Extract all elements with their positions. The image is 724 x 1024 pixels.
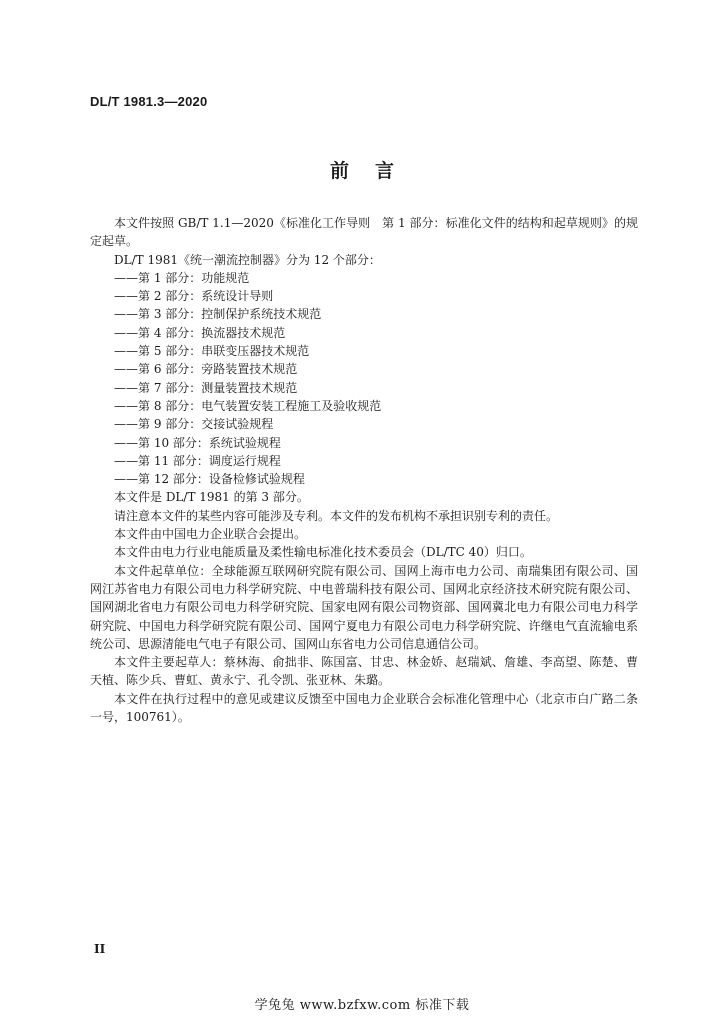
part-list-item: ——第 5 部分：串联变压器技术规范: [114, 344, 310, 359]
part-list-item: ——第 10 部分：系统试验规程: [114, 435, 281, 450]
footer-watermark: 学兔兔 www.bzfxw.com 标准下载: [254, 998, 470, 1013]
patent-notice-paragraph: 请注意本文件的某些内容可能涉及专利。本文件的发布机构不承担识别专利的责任。: [114, 508, 559, 523]
part-list-item: ——第 3 部分：控制保护系统技术规范: [114, 307, 322, 322]
drafting-units-paragraph: 本文件起草单位：全球能源互联网研究院有限公司、国网上海市电力公司、南瑞集团有限公司、国网江苏省电力有限公司电力科学研究院、中电普瑞科技有限公司、国网北京经济技术研究院有限公司、国网湖北省电力有限公司电力科学研究院、国家电网有限公司物资部、国网冀北电力有限公司电力科学研究院、中国电力科学研究院有限公司、国网宁夏电力有限公司电力科学研究院、许继电气直流输电系统公司、思源清能电气电子有限公司、国网山东省电力公司信息通信公司。: [90, 563, 638, 651]
part-list-item: ——第 12 部分：设备检修试验规程: [114, 472, 305, 487]
document-body: [90, 214, 638, 726]
part-list-item: ——第 11 部分：调度运行规程: [114, 453, 281, 468]
part-list-item: ——第 2 部分：系统设计导则: [114, 289, 274, 304]
part-list-item: ——第 7 部分：测量装置技术规范: [114, 380, 298, 395]
part-list-item: ——第 9 部分：交接试验规程: [114, 417, 274, 432]
intro-paragraph: 本文件按照 GB/T 1.1—2020《标准化工作导则 第 1 部分：标准化文件的结构和起草规则》的规定起草。: [90, 216, 638, 249]
committee-paragraph: 本文件由电力行业电能质量及柔性输电标准化技术委员会（DL/TC 40）归口。: [114, 545, 532, 560]
part-list-item: ——第 4 部分：换流器技术规范: [114, 325, 286, 340]
parts-intro-paragraph: DL/T 1981《统一潮流控制器》分为 12 个部分：: [114, 252, 381, 267]
part-list-item: ——第 1 部分：功能规范: [114, 270, 250, 285]
page-number: II: [94, 942, 106, 956]
part-list-item: ——第 8 部分：电气装置安装工程施工及验收规范: [114, 398, 382, 413]
drafters-paragraph: 本文件主要起草人：蔡林海、俞拙非、陈国富、甘忠、林金娇、赵瑞斌、詹雄、李高望、陈楚、曹天植、陈少兵、曹虹、黄永宁、孔令凯、张亚林、朱璐。: [90, 655, 638, 688]
page-title: 前言: [329, 160, 420, 182]
feedback-paragraph: 本文件在执行过程中的意见或建议反馈至中国电力企业联合会标准化管理中心（北京市白广路二条一号，100761）。: [90, 691, 638, 725]
document-code: DL/T 1981.3—2020: [90, 94, 208, 109]
part-statement-paragraph: 本文件是 DL/T 1981 的第 3 部分。: [114, 490, 309, 505]
proposer-paragraph: 本文件由中国电力企业联合会提出。: [114, 527, 307, 542]
part-list-item: ——第 6 部分：旁路装置技术规范: [114, 362, 298, 377]
